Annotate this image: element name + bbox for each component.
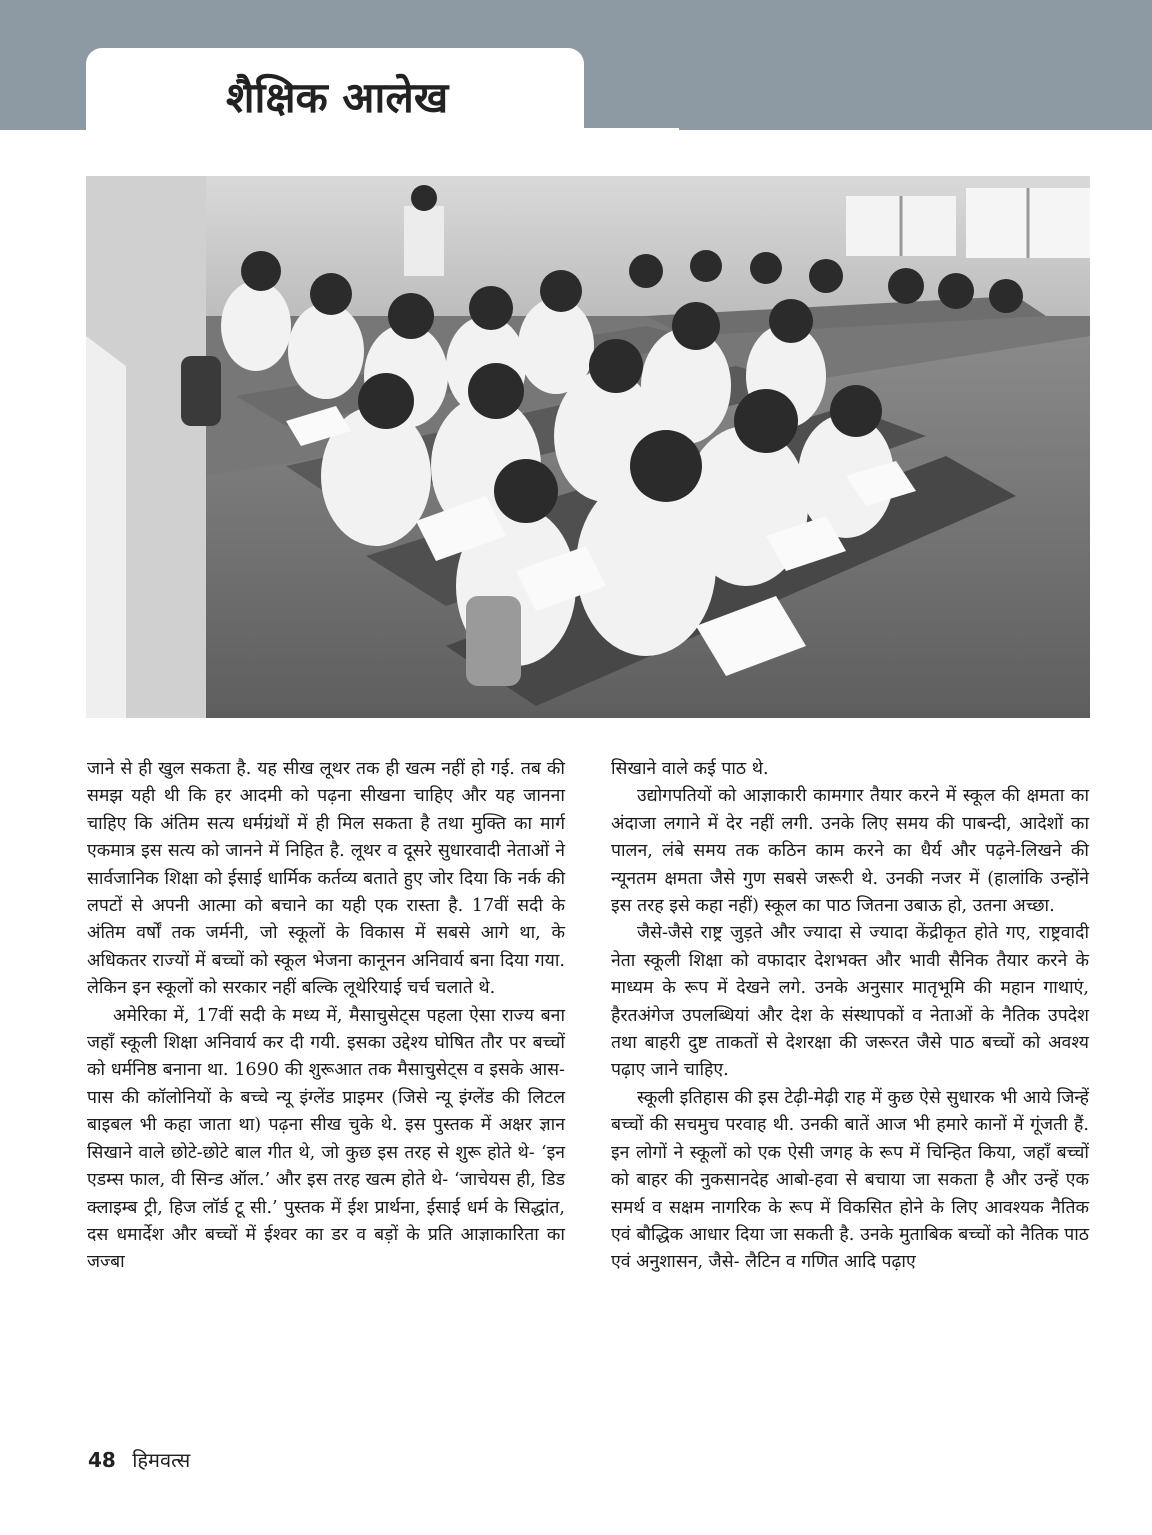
article-column-left: [87, 756, 565, 1277]
paragraph: जाने से ही खुल सकता है. यह सीख लूथर तक ही खत्म नहीं हो गई. तब की समझ यही थी कि हर आदमी को पढ़ना सीखना चाहिए और यह जानना चाहिए कि अंतिम सत्य धर्मग्रंथों में ही मिल सकता है तथा मुक्ति का मार्ग एकमात्र इस सत्य को जानने में निहित है. लूथर व दूसरे सुधारवादी नेताओं ने सार्वजानिक शिक्षा को ईसाई धार्मिक कर्तव्य बताते हुए जोर दिया कि नर्क की लपटों से अपनी आत्मा को बचाने का यही एक रास्ता है. 17वीं सदी के अंतिम वर्षों तक जर्मनी, जो स्कूलों के विकास में सबसे आगे था, के अधिकतर राज्यों में बच्चों को स्कूल भेजना कानूनन अनिवार्य बना दिया गया. लेकिन इन स्कूलों को सरकार नहीं बल्कि लूथेरियाई चर्च चलाते थे.: [87, 759, 565, 999]
paragraph: सिखाने वाले कई पाठ थे.: [611, 759, 769, 779]
paragraph: जैसे-जैसे राष्ट्र जुड़ते और ज्यादा से ज्यादा केंद्रीकृत होते गए, राष्ट्रवादी नेता स्कूली शिक्षा को वफादार देशभक्त और भावी सैनिक तैयार करने के माध्यम के रूप में देखने लगे. उनके अनुसार मातृभूमि की महान गाथाएं, हैरतअंगेज उपलब्धियां और देश के संस्थापकों व नेताओं के नैतिक उपदेश तथा बाहरी दुष्ट ताकतों से देशरक्षा की जरूरत जैसे पाठ बच्चों को अवश्य पढ़ाए जाने चाहिए.: [611, 923, 1089, 1081]
page-footer: [88, 1446, 190, 1473]
paragraph: उद्योगपतियों को आज्ञाकारी कामगार तैयार करने में स्कूल की क्षमता का अंदाजा लगाने में देर नहीं लगी. उनके लिए समय की पाबन्दी, आदेशों का पालन, लंबे समय तक कठिन काम करने का धैर्य और पढ़ने-लिखने की न्यूनतम क्षमता जैसे गुण सबसे जरूरी थे. उनकी नजर में (हालांकि उन्होंने इस तरह इसे कहा नहीं) स्कूल का पाठ जितना उबाऊ हो, उतना अच्छा.: [611, 786, 1089, 917]
section-title: शैक्षिक आलेख: [226, 73, 449, 122]
tab-underline: [584, 128, 679, 134]
classroom-photo-illustration: [86, 176, 1090, 718]
magazine-name: हिमवत्स: [132, 1448, 191, 1472]
article-column-right: [611, 756, 1089, 1277]
paragraph: स्कूली इतिहास की इस टेढ़ी-मेढ़ी राह में कुछ ऐसे सुधारक भी आये जिन्हें बच्चों की सचमुच परवाह थी. उनकी बातें आज भी हमारे कानों में गूंजती हैं. इन लोगों ने स्कूलों को एक ऐसी जगह के रूप में चिन्हित किया, जहाँ बच्चों को बाहर की नुकसानदेह आबो-हवा से बचाया जा सकता है और उन्हें एक समर्थ व सक्षम नागरिक के रूप में विकसित होने के लिए आवश्यक नैतिक एवं बौद्धिक आधार दिया जा सकती है. उनके मुताबिक बच्चों को नैतिक पाठ एवं अनुशासन, जैसे- लैटिन व गणित आदि पढ़ाए: [611, 1087, 1089, 1273]
paragraph: अमेरिका में, 17वीं सदी के मध्य में, मैसाचुसेट्स पहला ऐसा राज्य बना जहाँ स्कूली शिक्षा अनिवार्य कर दी गयी. इसका उद्देश्य घोषित तौर पर बच्चों को धर्मनिष्ठ बनाना था. 1690 की शुरूआत तक मैसाचुसेट्स व इसके आस-पास की कॉलोनियों के बच्चे न्यू इंग्लेंड प्राइमर (जिसे न्यू इंग्लेंड की लिटल बाइबल भी कहा जाता था) पढ़ना सीख चुके थे. इस पुस्तक में अक्षर ज्ञान सिखाने वाले छोटे-छोटे बाल गीत थे, जो कुछ इस तरह से शुरू होते थे- ‘इन एडम्स फाल, वी सिन्ड ऑल.’ और इस तरह खत्म होते थे- ‘जाचेयस ही, डिड क्लाइम्ब ट्री, हिज लॉर्ड टू सी.’ पुस्तक में ईश प्रार्थना, ईसाई धर्म के सिद्धांत, दस धमार्देश और बच्चों में ईश्वर का डर व बड़ों के प्रति आज्ञाकारिता का जज्बा: [87, 1005, 565, 1273]
page-number: 48: [88, 1448, 116, 1472]
classroom-photo: [86, 176, 1090, 718]
